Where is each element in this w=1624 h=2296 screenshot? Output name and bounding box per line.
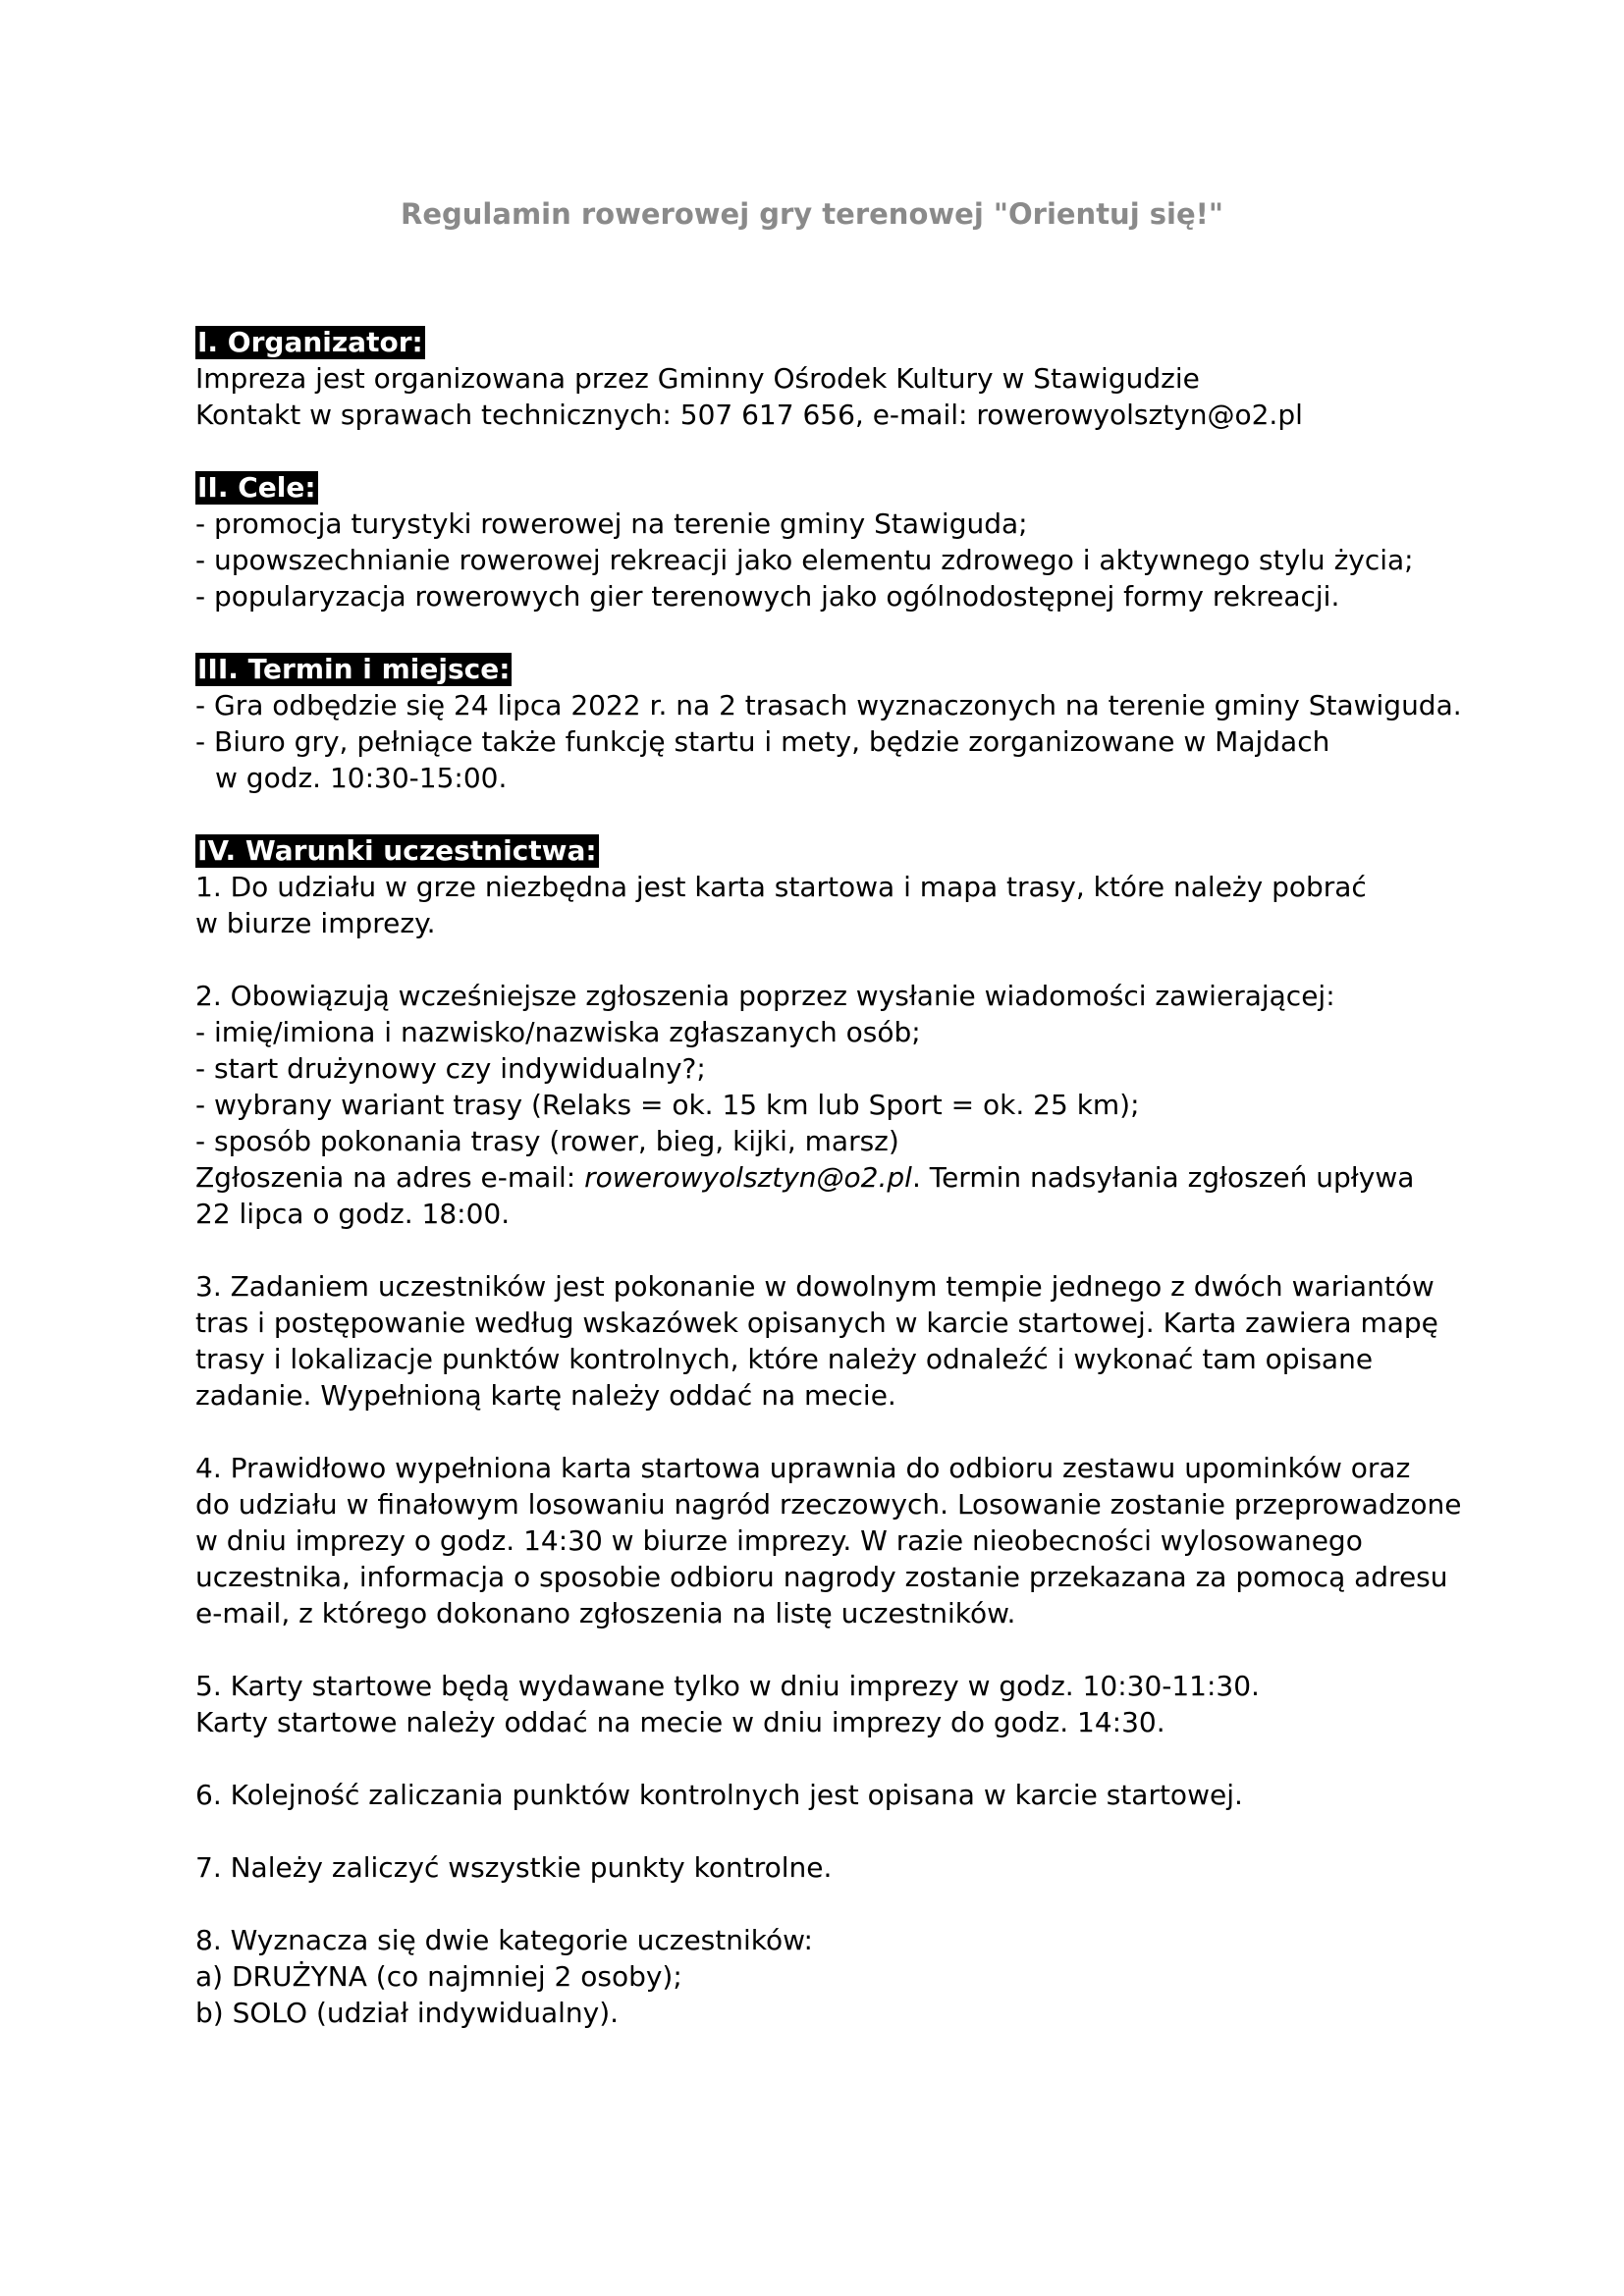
section-heading: IV. Warunki uczestnictwa: — [197, 834, 597, 867]
rule-item-2 — [195, 978, 1472, 1232]
text-line: 3. Zadaniem uczestników jest pokonanie w dowolnym tempie jednego z dwóch wariantów — [195, 1270, 1435, 1303]
list-item: - popularyzacja rowerowych gier terenowych jako ogólnodostępnej formy rekreacji. — [195, 580, 1340, 613]
text-line: 5. Karty startowe będą wydawane tylko w dniu imprezy w godz. 10:30-11:30. — [195, 1670, 1260, 1702]
text-line: do udziału w finałowym losowaniu nagród rzeczowych. Losowanie zostanie przeprowadzone — [195, 1488, 1462, 1521]
text-line: - start drużynowy czy indywidualny?; — [195, 1052, 706, 1085]
section-heading: II. Cele: — [197, 471, 316, 504]
section-heading: I. Organizator: — [197, 326, 423, 358]
section-goals — [195, 469, 1472, 614]
text-line: tras i postępowanie według wskazówek opisanych w karcie startowej. Karta zawiera mapę — [195, 1307, 1438, 1339]
text-line: 7. Należy zaliczyć wszystkie punkty kontrolne. — [195, 1851, 833, 1884]
list-item: w godz. 10:30-15:00. — [215, 762, 508, 794]
section-heading: III. Termin i miejsce: — [197, 653, 511, 685]
document-content — [195, 324, 1472, 2031]
text-line: a) DRUŻYNA (co najmniej 2 osoby); — [195, 1960, 682, 1993]
text-line: 8. Wyznacza się dwie kategorie uczestników: — [195, 1924, 813, 1956]
document-title: Regulamin rowerowej gry terenowej "Orientuj się!" — [401, 197, 1223, 231]
rule-item-4 — [195, 1450, 1472, 1631]
text-line: trasy i lokalizacje punktów kontrolnych, które należy odnaleźć i wykonać tam opisane — [195, 1343, 1374, 1375]
section-date-place — [195, 651, 1472, 796]
text-line: 2. Obowiązują wcześniejsze zgłoszenia poprzez wysłanie wiadomości zawierającej: — [195, 980, 1335, 1012]
text-line — [195, 1159, 1472, 1196]
rule-item-1 — [195, 869, 1472, 941]
text-line: 1. Do udziału w grze niezbędna jest karta startowa i mapa trasy, które należy pobrać — [195, 871, 1367, 903]
text-line: Impreza jest organizowana przez Gminny Ośrodek Kultury w Stawigudzie — [195, 362, 1200, 395]
text-line: uczestnika, informacja o sposobie odbioru nagrody zostanie przekazana za pomocą adresu — [195, 1561, 1448, 1593]
section-conditions — [195, 832, 1472, 2031]
rule-item-7 — [195, 1849, 1472, 1886]
rule-item-5 — [195, 1668, 1472, 1740]
rule-item-8 — [195, 1922, 1472, 2031]
list-item: - promocja turystyki rowerowej na terenie gminy Stawiguda; — [195, 507, 1028, 540]
rule-item-3 — [195, 1268, 1472, 1414]
email-link[interactable]: rowerowyolsztyn@o2.pl — [584, 1161, 912, 1194]
text-line: - wybrany wariant trasy (Relaks = ok. 15 km lub Sport = ok. 25 km); — [195, 1089, 1140, 1121]
text-line: w biurze imprezy. — [195, 907, 436, 939]
text-line: - imię/imiona i nazwisko/nazwiska zgłaszanych osób; — [195, 1016, 921, 1048]
text-line: w dniu imprezy o godz. 14:30 w biurze imprezy. W razie nieobecności wylosowanego — [195, 1524, 1363, 1557]
section-organizer — [195, 324, 1472, 433]
list-item: - upowszechnianie rowerowej rekreacji jako elementu zdrowego i aktywnego stylu życia; — [195, 544, 1414, 576]
text-line: 6. Kolejność zaliczania punktów kontrolnych jest opisana w karcie startowej. — [195, 1779, 1243, 1811]
text-line: 4. Prawidłowo wypełniona karta startowa uprawnia do odbioru zestawu upominków oraz — [195, 1452, 1411, 1484]
text-line: - sposób pokonania trasy (rower, bieg, kijki, marsz) — [195, 1125, 899, 1157]
text-line: Karty startowe należy oddać na mecie w dniu imprezy do godz. 14:30. — [195, 1706, 1165, 1738]
email-prefix: Zgłoszenia na adres e-mail: — [195, 1161, 585, 1194]
email-suffix: . Termin nadsyłania zgłoszeń upływa — [911, 1161, 1415, 1194]
text-line: 22 lipca o godz. 18:00. — [195, 1198, 511, 1230]
list-item: - Gra odbędzie się 24 lipca 2022 r. na 2 trasach wyznaczonych na terenie gminy Stawiguda. — [195, 689, 1462, 721]
rule-item-6 — [195, 1777, 1472, 1813]
text-line: e-mail, z którego dokonano zgłoszenia na listę uczestników. — [195, 1597, 1016, 1629]
list-item: - Biuro gry, pełniące także funkcję startu i mety, będzie zorganizowane w Majdach — [195, 725, 1330, 758]
text-line: b) SOLO (udział indywidualny). — [195, 1997, 620, 2029]
text-line: Kontakt w sprawach technicznych: 507 617 656, e-mail: rowerowyolsztyn@o2.pl — [195, 399, 1303, 431]
text-line: zadanie. Wypełnioną kartę należy oddać na mecie. — [195, 1379, 896, 1412]
